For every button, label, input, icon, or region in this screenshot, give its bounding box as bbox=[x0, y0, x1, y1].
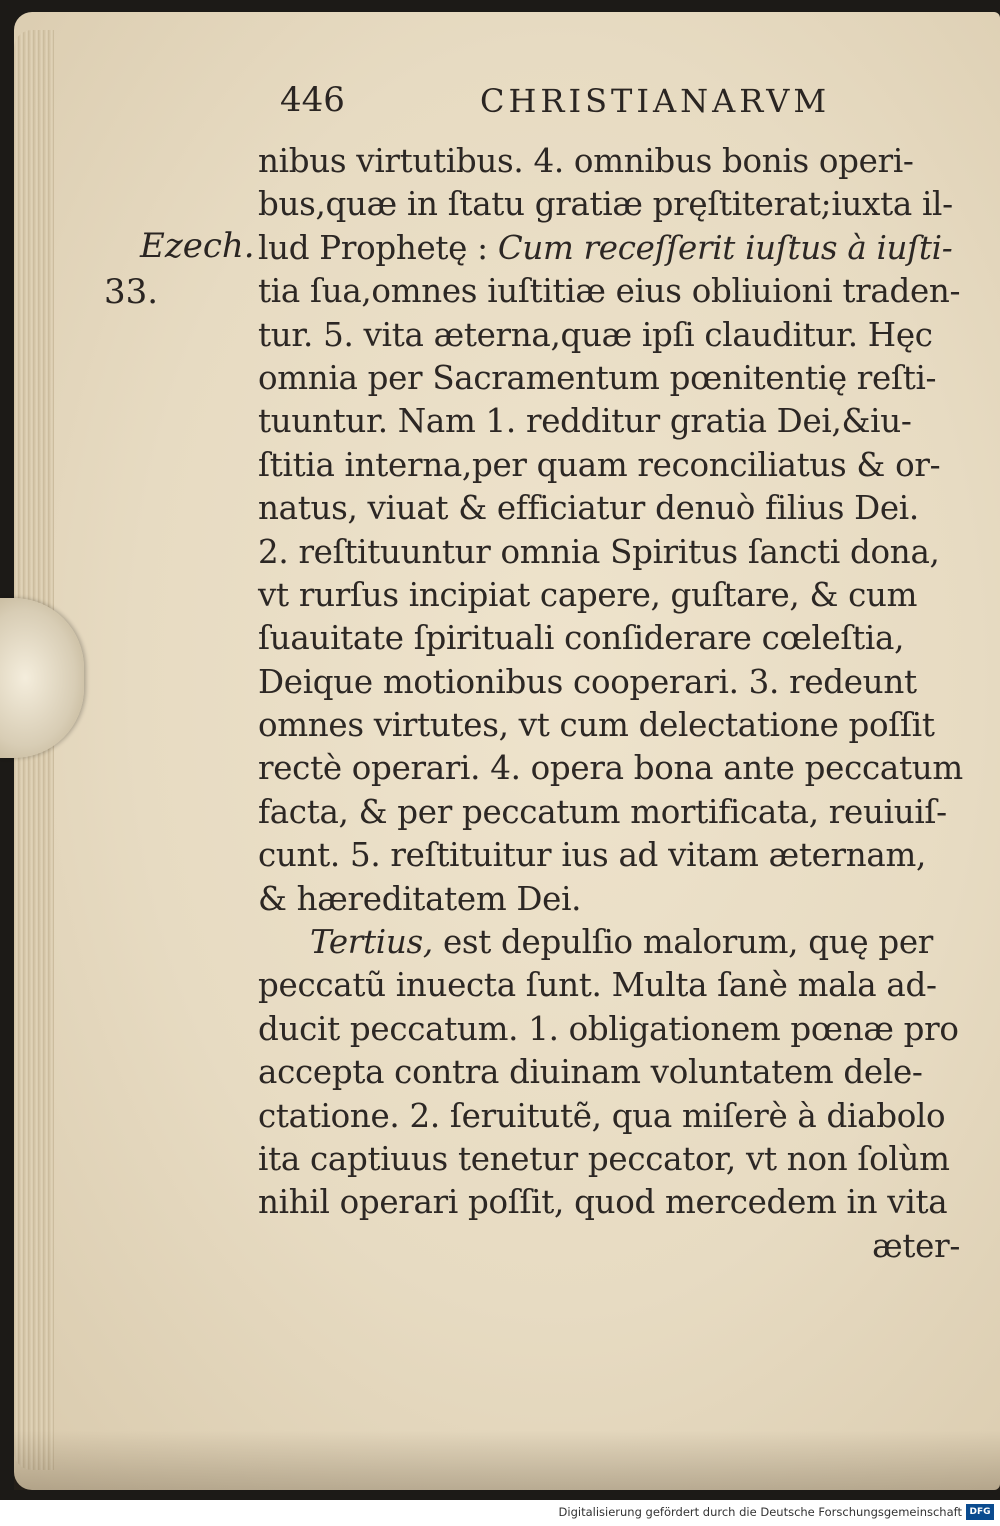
text-line bbox=[258, 921, 970, 964]
italic-heading: Tertius, bbox=[310, 923, 433, 962]
page-shadow bbox=[14, 1430, 1000, 1490]
text-line: Deique motionibus cooperari. 3. redeunt bbox=[258, 662, 917, 701]
text-line bbox=[258, 227, 970, 270]
text-line: omnia per Sacramentum pœnitentię reſti- bbox=[258, 358, 937, 397]
italic-quote: Cum receſſerit iuſtus à iuſti- bbox=[497, 228, 953, 267]
text-line: vt rurſus incipiat capere, guſtare, & cum bbox=[258, 575, 918, 614]
text-line: tur. 5. vita æterna,quæ ipſi clauditur. Hęc bbox=[258, 315, 933, 354]
text-line: 2. reſtituuntur omnia Spiritus ſancti dona, bbox=[258, 532, 940, 571]
margin-note-ezech: Ezech. bbox=[140, 226, 255, 266]
text-run: est depulſio malorum, quę per bbox=[442, 923, 934, 962]
text-line: nihil operari poſſit, quod mercedem in vita bbox=[258, 1183, 948, 1222]
funding-note: Digitalisierung gefördert durch die Deutsche Forschungsgemeinschaft bbox=[558, 1505, 962, 1519]
text-line: facta, & per peccatum mortificata, reuiuiſ- bbox=[258, 792, 947, 831]
text-line: ctatione. 2. ſeruitutẽ, qua miſerè à diabolo bbox=[258, 1096, 946, 1135]
text-line: accepta contra diuinam voluntatem dele- bbox=[258, 1053, 923, 1092]
text-line: ita captiuus tenetur peccator, vt non ſolùm bbox=[258, 1139, 950, 1178]
text-line: bus,quæ in ſtatu gratiæ pręſtiterat;iuxta il- bbox=[258, 185, 953, 224]
running-head bbox=[280, 80, 960, 130]
footer-bar bbox=[0, 1500, 1000, 1526]
text-line: natus, viuat & efficiatur denuò filius Dei. bbox=[258, 489, 919, 528]
text-line: cunt. 5. reſtituitur ius ad vitam æternam, bbox=[258, 836, 927, 875]
page-number: 446 bbox=[280, 80, 345, 120]
text-line: & hæreditatem Dei. bbox=[258, 879, 582, 918]
text-line: omnes virtutes, vt cum delectatione poſſit bbox=[258, 706, 935, 745]
running-title: CHRISTIANARVM bbox=[480, 82, 831, 120]
margin-note-chapter: 33. bbox=[104, 272, 159, 312]
text-line: peccatũ inuecta ſunt. Multa ſanè mala ad- bbox=[258, 966, 937, 1005]
dfg-logo: DFG bbox=[966, 1504, 994, 1520]
text-line: nibus virtutibus. 4. omnibus bonis operi- bbox=[258, 142, 914, 180]
text-line: ducit peccatum. 1. obligationem pœnæ pro bbox=[258, 1009, 959, 1048]
text-line: tia ſua,omnes iuſtitiæ eius obliuioni traden- bbox=[258, 272, 961, 311]
text-run: lud Prophetę : bbox=[258, 228, 488, 267]
text-line: tuuntur. Nam 1. redditur gratia Dei,&iu- bbox=[258, 402, 912, 441]
text-line: ſtitia interna,per quam reconciliatus & or- bbox=[258, 445, 941, 484]
text-line: rectè operari. 4. opera bona ante peccatum bbox=[258, 749, 963, 788]
catchword: æter- bbox=[872, 1226, 960, 1265]
text-line: ſuauitate ſpirituali conſiderare cœleſtia, bbox=[258, 619, 905, 658]
body-text bbox=[258, 140, 970, 1268]
